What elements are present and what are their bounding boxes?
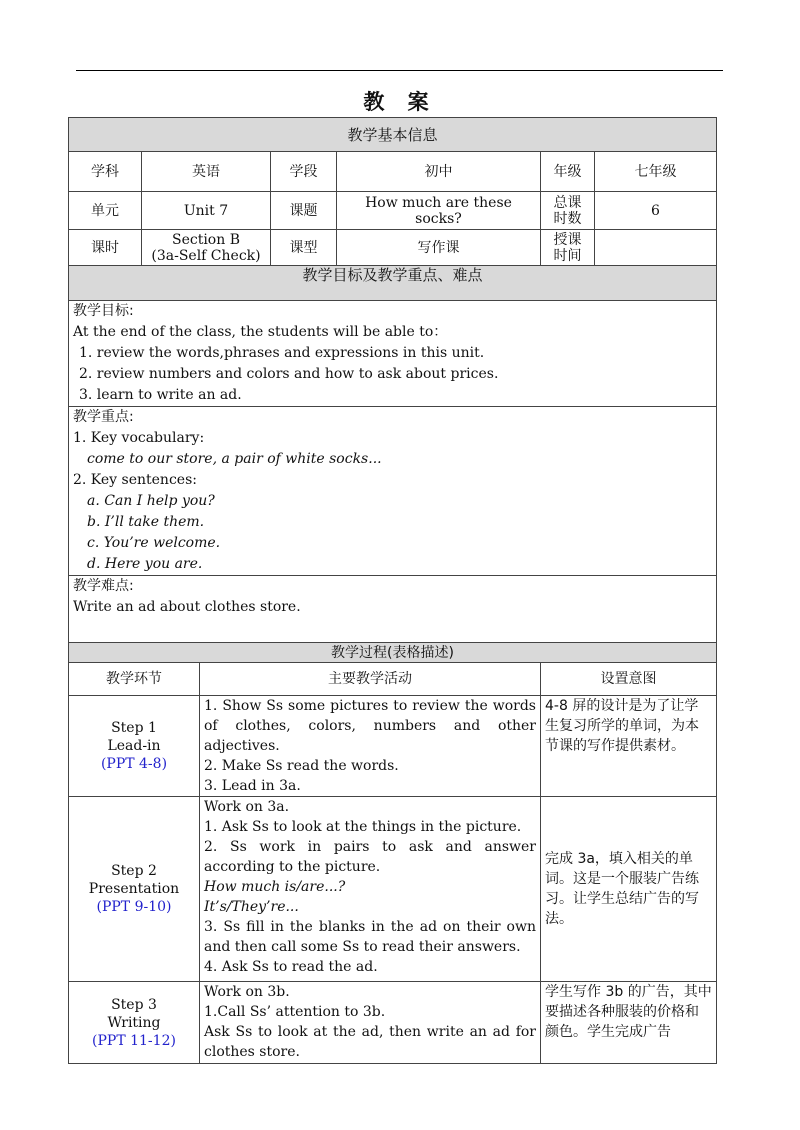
step-name: Step 1 xyxy=(111,720,157,736)
key-points-title: 教学重点: xyxy=(73,409,134,425)
process-header: 教学过程(表格描述) xyxy=(69,643,717,663)
step-3-activities xyxy=(200,982,541,1064)
unit-value: Unit 7 xyxy=(142,192,271,230)
difficulty-title: 教学难点: xyxy=(73,578,134,594)
type-label: 课型 xyxy=(271,230,337,266)
key-sentences-label: 2. Key sentences: xyxy=(73,472,197,488)
activity-item: 2. Make Ss read the words. xyxy=(204,758,399,774)
activity-item: Work on 3b. xyxy=(204,984,290,1000)
total-hours-label xyxy=(541,192,595,230)
total-label-line-1: 总课 xyxy=(553,194,582,211)
step-2-activities xyxy=(200,797,541,982)
step-3-purpose: 学生写作 3b 的广告，其中要描述各种服装的价格和颜色。学生完成广告 xyxy=(541,982,717,1064)
step-name: Step 2 xyxy=(111,863,157,879)
activity-item: 1.Call Ss’ attention to 3b. xyxy=(204,1004,386,1020)
period-value xyxy=(142,230,271,266)
unit-label: 单元 xyxy=(69,192,142,230)
activity-item: 1. Show Ss some pictures to review the words of clothes, colors, numbers and other adjectives. xyxy=(204,698,536,754)
activity-item: 2. Ss work in pairs to ask and answer according to the picture. xyxy=(204,839,536,875)
basic-info-header: 教学基本信息 xyxy=(69,118,717,152)
time-label xyxy=(541,230,595,266)
period-label: 课时 xyxy=(69,230,142,266)
step-title: Presentation xyxy=(88,881,180,897)
topic-value xyxy=(337,192,541,230)
difficulty-cell xyxy=(69,576,717,643)
lesson-plan-table xyxy=(68,117,717,1064)
key-sentence: d. Here you are. xyxy=(87,556,203,572)
topic-line-2: socks? xyxy=(415,210,462,227)
objective-item: 3. learn to write an ad. xyxy=(79,387,242,403)
key-sentence: b. I’ll take them. xyxy=(87,514,205,530)
step-ppt: (PPT 9-10) xyxy=(96,899,172,915)
total-label-line-2: 时数 xyxy=(553,210,582,227)
step-2-cell xyxy=(69,797,200,982)
step-ppt: (PPT 4-8) xyxy=(100,756,168,772)
key-sentence: c. You’re welcome. xyxy=(87,535,221,551)
subject-label: 学科 xyxy=(69,152,142,192)
grade-value: 七年级 xyxy=(595,152,717,192)
top-rule xyxy=(76,70,723,71)
stage-label: 学段 xyxy=(271,152,337,192)
time-label-line-2: 时间 xyxy=(553,247,582,264)
step-ppt: (PPT 11-12) xyxy=(92,1032,176,1049)
topic-label: 课题 xyxy=(271,192,337,230)
page-title: 教 案 xyxy=(363,90,437,114)
step-3-cell xyxy=(69,982,200,1064)
activity-item: How much is/are...? xyxy=(204,879,346,895)
objectives-intro: At the end of the class, the students will be able to： xyxy=(73,324,448,340)
key-sentence: a. Can I help you? xyxy=(87,493,215,509)
activity-item: 3. Lead in 3a. xyxy=(204,778,301,794)
grade-label: 年级 xyxy=(541,152,595,192)
stage-value: 初中 xyxy=(337,152,541,192)
key-points-cell xyxy=(69,407,717,576)
activity-item: 1. Ask Ss to look at the things in the picture. xyxy=(204,819,522,835)
type-value: 写作课 xyxy=(337,230,541,266)
objectives-title: 教学目标: xyxy=(73,303,134,319)
time-label-line-1: 授课 xyxy=(553,231,582,248)
subject-value: 英语 xyxy=(142,152,271,192)
period-line-1: Section B xyxy=(171,231,240,248)
col-activity-header: 主要教学活动 xyxy=(200,663,541,696)
activity-item: Ask Ss to look at the ad, then write an ad for clothes store. xyxy=(204,1024,536,1060)
activity-item: 4. Ask Ss to read the ad. xyxy=(204,959,378,975)
period-line-2: (3a-Self Check) xyxy=(151,247,261,264)
time-value xyxy=(595,230,717,266)
activity-item: 3. Ss fill in the blanks in the ad on their own and then call some Ss to read their answers. xyxy=(204,919,536,955)
topic-line-1: How much are these xyxy=(365,194,512,211)
col-step-header: 教学环节 xyxy=(69,663,200,696)
step-title: Lead-in xyxy=(107,738,161,754)
step-name: Step 3 xyxy=(111,996,157,1013)
col-purpose-header: 设置意图 xyxy=(541,663,717,696)
total-hours-value: 6 xyxy=(595,192,717,230)
activity-item: It’s/They’re... xyxy=(204,899,299,915)
step-2-purpose: 完成 3a，填入相关的单词。这是一个服装广告练习。让学生总结广告的写法。 xyxy=(541,797,717,982)
objective-item: 2. review numbers and colors and how to ask about prices. xyxy=(79,366,499,382)
key-vocab-label: 1. Key vocabulary: xyxy=(73,430,205,446)
objective-item: 1. review the words,phrases and expressions in this unit. xyxy=(79,345,485,361)
key-vocab: come to our store, a pair of white socks... xyxy=(87,451,382,467)
step-1-purpose: 4-8 屏的设计是为了让学生复习所学的单词，为本节课的写作提供素材。 xyxy=(541,696,717,797)
step-1-cell xyxy=(69,696,200,797)
goals-header: 教学目标及教学重点、难点 xyxy=(69,266,717,301)
activity-item: Work on 3a. xyxy=(204,799,290,815)
objectives-cell xyxy=(69,301,717,407)
step-title: Writing xyxy=(107,1014,161,1031)
step-1-activities xyxy=(200,696,541,797)
difficulty-text: Write an ad about clothes store. xyxy=(73,599,301,615)
